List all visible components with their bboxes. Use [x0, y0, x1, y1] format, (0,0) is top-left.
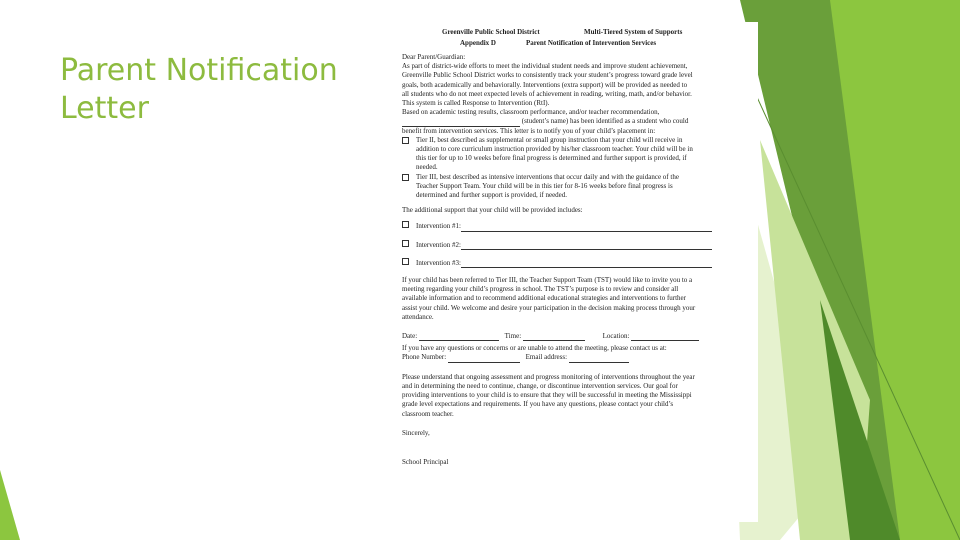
intervention-3-blank [461, 260, 712, 268]
email-label: Email address: [525, 353, 568, 362]
student-name-blank [402, 119, 520, 127]
appendix-label: Appendix D [460, 39, 496, 47]
notice-title: Parent Notification of Intervention Services [526, 39, 657, 47]
date-label: Date: [402, 332, 418, 341]
paragraph-line: grade level expectations and requirements. If you have any questions, please contact your child’s [402, 400, 674, 409]
paragraph-line: Greenville Public School District works to consistently track your student’s progress toward grade level [402, 71, 693, 80]
intervention-3-label: Intervention #3: [416, 258, 461, 267]
tier-ii-option [402, 136, 742, 173]
intervention-1-checkbox [402, 221, 409, 228]
tier-line: Tier III, best described as intensive interventions that occur daily and with the guidance of the [416, 172, 679, 181]
tier-line: addition to core curriculum instruction provided by his/her classroom teacher. Your child will be in [416, 145, 693, 154]
tier-line: needed. [416, 163, 438, 172]
signature: School Principal [402, 457, 449, 466]
paragraph-line: attendance. [402, 312, 434, 321]
paragraph-placement [402, 108, 742, 136]
closing: Sincerely, [402, 428, 430, 437]
paragraph-line: (student’s name) has been identified as a student who could [521, 117, 689, 126]
tier-line: Tier II, best described as supplemental or small group instruction that your child will receive in [416, 135, 683, 144]
paragraph-assessment [402, 373, 742, 419]
tier-iii-checkbox [402, 174, 409, 181]
tier-iii-option [402, 173, 742, 201]
paragraph-tst-meeting [402, 276, 742, 322]
paragraph-intro [402, 62, 742, 108]
paragraph-line: goals, both academically and behaviorally. Interventions (extra support) will be provided as needed to [402, 80, 688, 89]
paragraph-line: Based on academic testing results, classroom performance, and/or teacher recommendation, [402, 108, 660, 117]
tier-line: Teacher Support Team. Your child will be in this tier for 8-16 weeks before final progress is [416, 181, 673, 190]
student-name-line [402, 117, 742, 126]
meeting-details-line [402, 332, 742, 341]
email-blank [569, 355, 629, 363]
intervention-1-label: Intervention #1: [416, 222, 461, 231]
letter-image [388, 22, 758, 522]
slide-title: Parent Notification Letter [60, 53, 338, 126]
support-intro: The additional support that your child will be provided includes: [402, 206, 583, 215]
paragraph-line: assist your child. We welcome and desire your participation in the decision making process through your [402, 303, 696, 312]
paragraph-line: and in determining the need to continue, change, or discontinue intervention services. Our goal for [402, 381, 678, 390]
paragraph-line: benefit from intervention services. This letter is to notify you of your child’s placement in: [402, 126, 656, 135]
phone-blank [448, 355, 520, 363]
deco-left-green-shard [0, 470, 20, 540]
contact-line [402, 353, 742, 362]
phone-label: Phone Number: [402, 353, 447, 362]
intervention-2-label: Intervention #2: [416, 240, 461, 249]
time-label: Time: [504, 332, 522, 341]
letter-header [402, 28, 742, 50]
paragraph-line: If your child has been referred to Tier III, the Teacher Support Team (TST) would like to invite you to a [402, 276, 693, 285]
intervention-2-blank [461, 242, 712, 250]
date-blank [419, 333, 499, 341]
location-blank [631, 333, 699, 341]
paragraph-line: all students who do not meet expected levels of achievement in reading, writing, math, and/or behavior. [402, 89, 692, 98]
paragraph-line: meeting regarding your child’s progress in school. The TST’s purpose is to review and consider all [402, 285, 679, 294]
paragraph-line: Please understand that ongoing assessment and progress monitoring of interventions throughout the year [402, 372, 695, 381]
time-blank [523, 333, 585, 341]
intervention-2-line [402, 240, 742, 250]
tier-ii-checkbox [402, 137, 409, 144]
contact-questions: If you have any questions or concerns or are unable to attend the meeting, please contact us at: [402, 344, 667, 353]
tier-line: determined and further support is provided, if needed. [416, 191, 568, 200]
salutation: Dear Parent/Guardian: [402, 53, 466, 61]
paragraph-line: available information and to recommend additional educational strategies and interventions to further [402, 294, 686, 303]
intervention-1-blank [461, 224, 712, 232]
paragraph-line: providing interventions to your child is to ensure that they will be successful in meeting the Mississippi [402, 391, 692, 400]
paragraph-line: As part of district-wide efforts to meet the individual student needs and improve student achievement, [402, 62, 688, 71]
intervention-1-line [402, 221, 742, 231]
location-label: Location: [602, 332, 630, 341]
tier-line: this tier for up to 10 weeks before final progress is determined and further support is provided, if [416, 154, 687, 163]
paragraph-line: This system is called Response to Intervention (RtI). [402, 99, 550, 108]
system-name: Multi-Tiered System of Supports [584, 28, 683, 36]
intervention-2-checkbox [402, 240, 409, 247]
intervention-3-line [402, 258, 742, 268]
paragraph-line: classroom teacher. [402, 409, 454, 418]
district-name: Greenville Public School District [442, 28, 540, 36]
intervention-3-checkbox [402, 258, 409, 265]
